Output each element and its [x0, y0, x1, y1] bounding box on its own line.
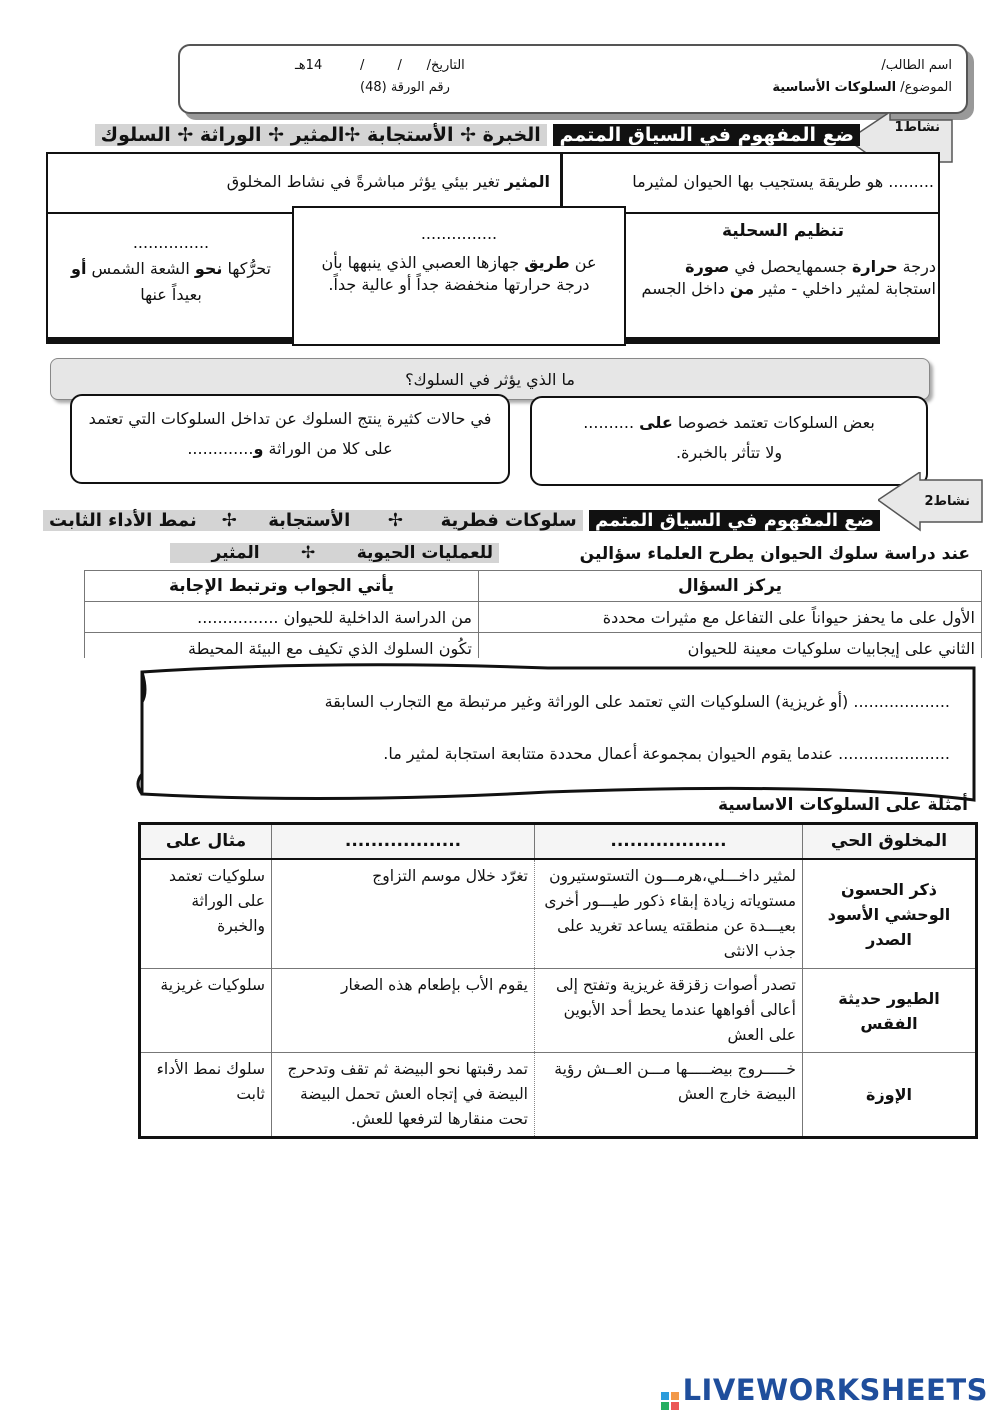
date-field: [360, 58, 465, 73]
stimulus-term: المثير: [504, 172, 550, 191]
scroll-frame: [128, 662, 978, 812]
scroll-line1: ................... (أو غريزية) السلوكيات التي تعتمد على الوراثة وغير مرتبطة مع التجارب السابقة: [324, 692, 950, 711]
text-bold: صورة: [685, 257, 730, 276]
column-header: يركز السؤال: [479, 571, 982, 602]
text-bold: أو: [71, 259, 87, 278]
organism-name: الطيور حديثة الفقس: [803, 969, 977, 1053]
cell-left-blank: ...............: [132, 233, 210, 252]
activity2-tag: نشاط2: [924, 494, 970, 509]
text-bold: من: [729, 279, 755, 298]
examples-title: أمثلة على السلوكات الاساسية: [717, 795, 968, 815]
activity1-instruction: ضع المفهوم في السياق المتمم: [553, 124, 860, 146]
table-cell: تكُون السلوك الذي تكيف مع البيئة المحيطة: [85, 633, 479, 664]
subject-field: [772, 80, 952, 95]
liveworksheets-logo: [661, 1373, 988, 1407]
text-part: داخل الجسم: [641, 279, 730, 298]
column-header: يأتي الجواب وترتبط الإجابة: [85, 571, 479, 602]
influence-left-box: [70, 394, 510, 484]
column-header: مثال على: [140, 824, 272, 860]
examples-table: [138, 822, 978, 1139]
organism-name: الإوزة: [803, 1053, 977, 1138]
logo-icon: [661, 1383, 679, 1401]
activity2-word-bank: [43, 510, 583, 531]
activity1-banner: [95, 124, 860, 146]
cell-middle-text: [294, 246, 624, 296]
scientists-statement: عند دراسة سلوك الحيوان يطرح العلماء سؤالين: [579, 544, 970, 564]
activity2-instruction: ضع المفهوم في السياق المتمم: [589, 510, 880, 531]
text-bold: طريق: [524, 253, 570, 272]
word: نمط الأداء الثابت: [49, 510, 197, 531]
activity2-banner: [43, 510, 880, 531]
cell-middle-blank: ...............: [420, 224, 498, 243]
table-cell: خـــــروج بيضـــــها مـــن العــش رؤية البيضة خارج العش: [535, 1053, 803, 1138]
table-cell: سلوكيات تعتمد على الوراثة والخبرة: [140, 859, 272, 969]
text-part: بعيداً عنها: [140, 285, 202, 304]
date-sep: /: [397, 58, 402, 73]
table-cell: لمثير داخـــلي،هرمـــون التستوستيرون مستوياته زيادة إبقاء ذكور طيـــور أخرى بعيـــدة عن منطقته يساعد تغريد على جذب الانثى: [535, 859, 803, 969]
student-name-label: اسم الطالب/: [881, 58, 952, 73]
text-part: ..........: [583, 413, 640, 432]
sheet-number: رقم الورقة (48): [360, 80, 450, 95]
influence-right-line1: [544, 408, 914, 438]
table-header-row: [140, 824, 977, 860]
word: الأستجابة: [268, 510, 351, 531]
logo-text: LIVEWORKSHEETS: [682, 1373, 988, 1407]
activity2-word-bank-2: [170, 543, 499, 563]
behavior-definition: ......... هو طريقة يستجيب بها الحيوان لمثيرما: [632, 172, 934, 191]
word: سلوكات فطرية: [440, 510, 577, 531]
table-cell: سلوكيات غريزية: [140, 969, 272, 1053]
text-bold: نحو: [194, 259, 223, 278]
column-header: ..................: [272, 824, 535, 860]
table-cell: سلوك نمط الأداء ثابت: [140, 1053, 272, 1138]
organism-name: ذكر الحسون الوحشي الأسود الصدر: [803, 859, 977, 969]
cell-left-text: [54, 256, 288, 308]
subject-value: السلوكات الأساسية: [772, 80, 897, 95]
divider: [560, 152, 563, 214]
stimulus-definition: [227, 172, 550, 191]
table-row: [140, 859, 977, 969]
text-part: استجابة لمثير داخلي - مثير: [754, 279, 936, 298]
text-bold: على: [639, 413, 673, 432]
column-header: ..................: [535, 824, 803, 860]
text-part: .............: [187, 439, 254, 458]
separator: ✢: [387, 510, 403, 531]
text-part: بعض السلوكات تعتمد خصوصا: [672, 413, 875, 432]
influence-right-line2: ولا تتأثر بالخبرة.: [675, 443, 783, 462]
influence-right-box: [530, 396, 928, 486]
table-cell: تمد رقبتها نحو البيضة ثم تقف وتدحرج البيضة في إتجاه العش تحمل البيضة تحت منقارها لترفعها للعش.: [272, 1053, 535, 1138]
text-part: درجة: [897, 257, 936, 276]
date-label: التاريخ/: [426, 58, 465, 73]
date-year: 14هـ: [295, 58, 323, 73]
activity1-tag: نشاط1: [894, 120, 940, 135]
date-sep: /: [360, 58, 365, 73]
separator: ✢: [301, 543, 316, 563]
column-header: المخلوق الحي: [803, 824, 977, 860]
table-row: [140, 969, 977, 1053]
lizard-text: [630, 256, 936, 300]
table-row: [140, 1053, 977, 1138]
text-part: عن: [569, 253, 597, 272]
table-row: [85, 602, 982, 633]
table-cell: الأول على ما يحفز حيواناً على التفاعل مع مثيرات محددة: [479, 602, 982, 633]
text-part: جهازها العصبي الذي ينبهها بأن درجة حرارتها منخفضة جداً أو عالية جداً.: [321, 253, 590, 294]
text-bold: و: [253, 439, 264, 458]
influence-question: ما الذي يؤثر في السلوك؟: [50, 358, 930, 400]
activity1-word-bank: الخبرة ✢ الأستجابة ✢المثير ✢ الوراثة ✢ السلوك: [95, 124, 547, 146]
cell-right: [630, 220, 936, 300]
subject-label: الموضوع/: [900, 80, 952, 95]
word: المثير: [211, 543, 260, 563]
table-cell: يقوم الأب بإطعام هذه الصغار: [272, 969, 535, 1053]
text-bold: حرارة: [851, 257, 898, 276]
table-cell: الثاني على إيجابيات سلوكيات معينة للحيوان: [479, 633, 982, 664]
cell-left: [54, 230, 288, 308]
text-part: تحرُّكها: [222, 259, 271, 278]
lizard-title: تنظيم السحلية: [721, 221, 845, 241]
table-header-row: [85, 571, 982, 602]
questions-table: [84, 570, 982, 664]
word-bank-row2: [170, 543, 499, 563]
table-cell: من الدراسة الداخلية للحيوان ................: [85, 602, 479, 633]
scroll-line2: ...................... عندما يقوم الحيوان بمجموعة أعمال محددة متتابعة استجابة لمثير ما.: [383, 744, 950, 763]
header-box: [178, 44, 968, 114]
cell-middle: [292, 206, 626, 346]
word: للعمليات الحيوية: [356, 543, 494, 563]
stimulus-text: تغير بيئي يؤثر مباشرةً في نشاط المخلوق: [226, 172, 500, 191]
text-part: جسمهايحصل في: [729, 257, 852, 276]
table-cell: تغرّد خلال موسم التزاوج: [272, 859, 535, 969]
table-cell: تصدر أصوات زقزقة غريزية وتفتح إلى أعالى أفواهها عندما يحط أحد الأبوين على العش: [535, 969, 803, 1053]
text-part: في حالات كثيرة ينتج السلوك عن تداخل السلوكات التي تعتمد على كلا من الوراثة: [88, 409, 492, 458]
separator: ✢: [221, 510, 237, 531]
text-part: الشعة الشمس: [86, 259, 195, 278]
